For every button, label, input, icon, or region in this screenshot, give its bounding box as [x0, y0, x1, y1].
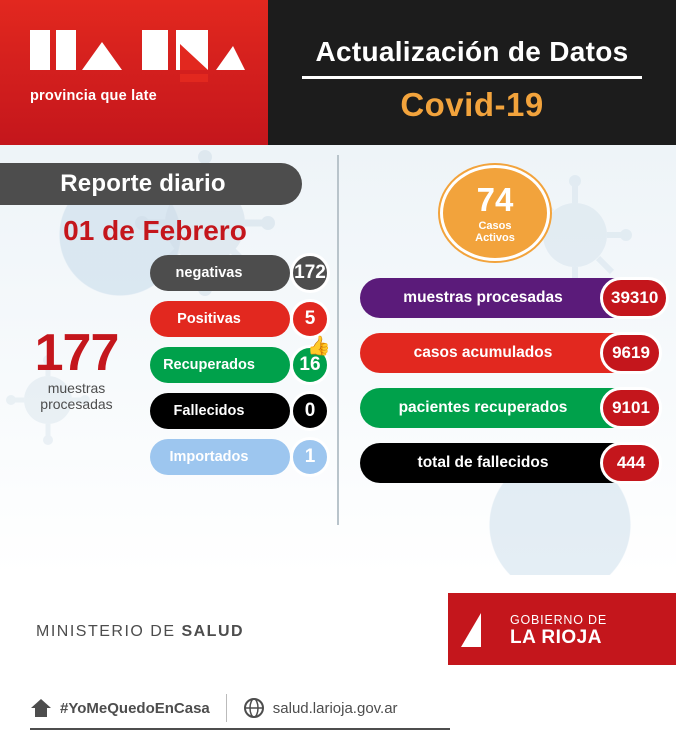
right-stat-label: total de fallecidos: [417, 454, 549, 471]
ministry-prefix: MINISTERIO DE: [36, 623, 182, 640]
bottom-bar: [0, 575, 676, 680]
right-stat-value-badge: [600, 442, 662, 484]
header-title-panel: [268, 0, 676, 145]
gov-mark-icon: [448, 607, 510, 651]
list-item: [360, 278, 670, 318]
government-line-2: LA RIOJA: [510, 627, 602, 648]
right-stat-value: 9619: [612, 343, 650, 362]
right-stat-value: 9101: [612, 398, 650, 417]
left-stat-value-badge: [290, 437, 330, 477]
page-subtitle: Covid-19: [400, 86, 544, 123]
left-stat-value: 5: [304, 308, 316, 329]
right-stat-label: muestras procesadas: [403, 289, 563, 306]
left-stat-label: Importados: [169, 449, 249, 465]
list-item: [150, 301, 330, 337]
page-title: Actualización de Datos: [315, 36, 629, 67]
hashtag-label: #YoMeQuedoEnCasa: [60, 699, 210, 717]
report-banner: [0, 163, 302, 205]
left-stat-pill: [150, 439, 290, 475]
left-stat-value-badge: [290, 391, 330, 431]
list-item: [360, 443, 670, 483]
logo-tagline: provincia que late: [30, 88, 157, 104]
left-stat-pill: [150, 301, 290, 337]
left-stat-value-badge: [290, 253, 330, 293]
report-date: 01 de Febrero: [63, 215, 247, 246]
list-item: [150, 336, 331, 383]
samples-summary-value: 177: [34, 324, 119, 382]
globe-icon: [243, 697, 265, 719]
footer-divider: [226, 694, 227, 722]
left-stat-value: 172: [294, 262, 326, 283]
provincia-logo-icon: [30, 30, 245, 82]
right-stat-value-badge: [600, 332, 662, 374]
left-stat-label: negativas: [175, 265, 243, 281]
left-stat-value: 16: [299, 354, 321, 375]
right-stats-list: [360, 278, 670, 498]
left-stat-value: 0: [304, 400, 316, 421]
right-stat-value: 444: [616, 453, 646, 472]
website-label[interactable]: salud.larioja.gov.ar: [272, 699, 398, 717]
samples-summary-label-2: procesadas: [40, 396, 113, 412]
left-stat-value: 1: [304, 446, 316, 467]
column-divider: [337, 155, 339, 525]
home-icon: [30, 697, 52, 719]
right-stat-value-badge: [600, 277, 669, 319]
government-line-1: GOBIERNO DE: [510, 613, 608, 627]
left-stat-label: Recuperados: [163, 357, 255, 373]
header: [0, 0, 676, 145]
left-stat-pill: [150, 347, 290, 383]
left-stat-label: Positivas: [177, 311, 241, 327]
right-stat-value-badge: [600, 387, 662, 429]
left-stat-label: Fallecidos: [173, 403, 245, 419]
right-stat-value: 39310: [611, 288, 659, 307]
list-item: [360, 333, 670, 373]
right-stat-label: pacientes recuperados: [398, 399, 568, 416]
footer-links: [30, 688, 460, 728]
samples-summary: [14, 324, 139, 412]
list-item: [360, 388, 670, 428]
samples-summary-label-1: muestras: [47, 380, 106, 396]
left-stat-pill: [150, 255, 290, 291]
left-stats-list: [150, 255, 330, 485]
title-underline: [302, 76, 642, 79]
active-cases-label-2: Activos: [475, 231, 515, 244]
thumbs-up-icon: 👍: [307, 336, 331, 357]
ministry-bold: SALUD: [181, 623, 245, 640]
list-item: [150, 255, 330, 291]
right-stat-label: casos acumulados: [413, 344, 553, 361]
left-stat-pill: [150, 393, 290, 429]
active-cases-label-1: Casos: [478, 219, 512, 232]
list-item: [150, 393, 330, 429]
list-item: [150, 439, 330, 475]
active-cases-value: 74: [476, 180, 514, 218]
report-banner-label: Reporte diario: [60, 170, 226, 197]
active-cases-badge: [440, 165, 550, 261]
left-stat-value-badge: [290, 299, 330, 339]
left-stat-value-badge: [290, 336, 331, 385]
government-logo: [448, 593, 676, 665]
ministry-label: [36, 623, 244, 641]
header-brand-panel: [0, 0, 268, 145]
